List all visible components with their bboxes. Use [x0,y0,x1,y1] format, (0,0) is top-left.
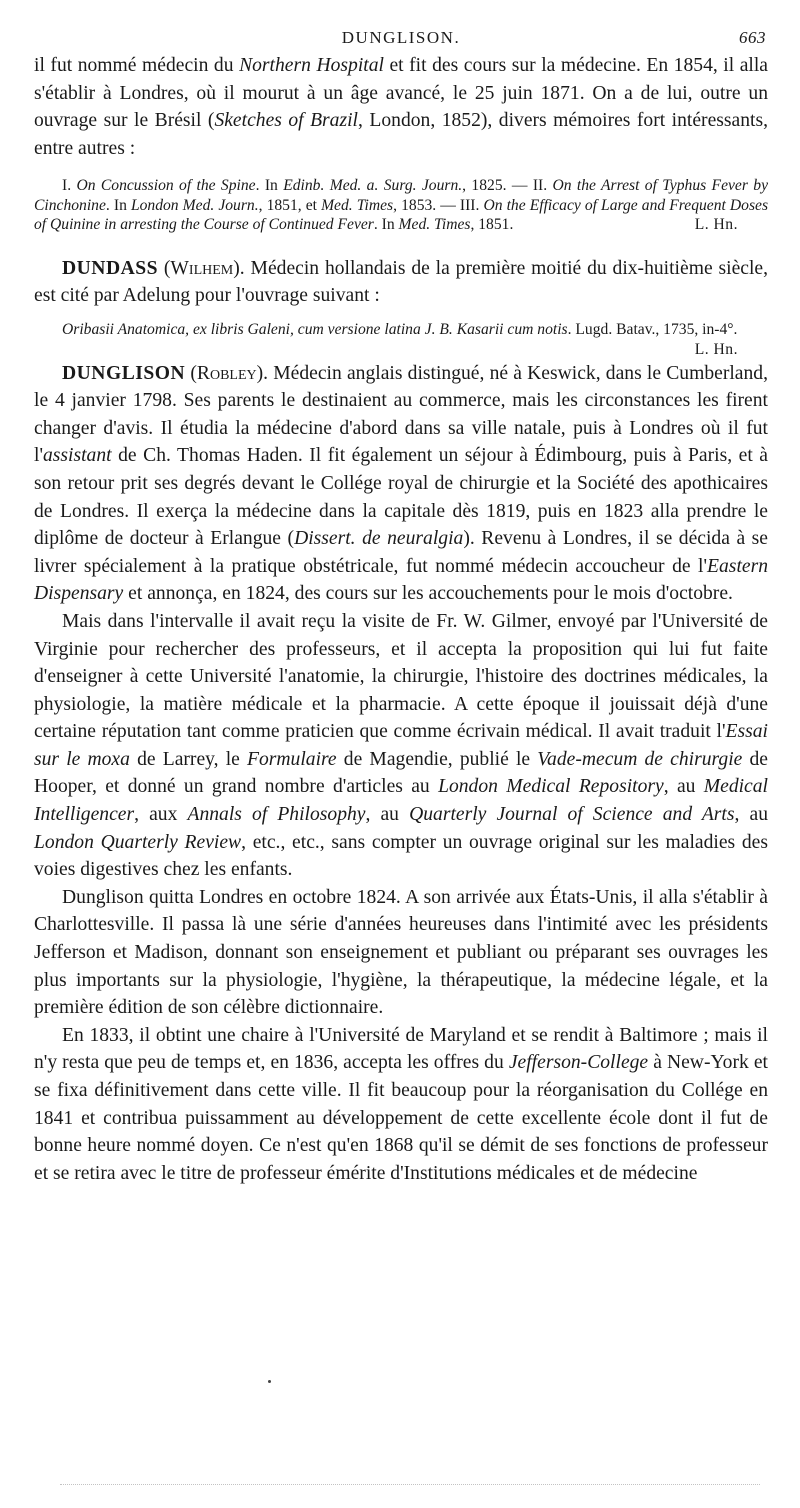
entry-dunglison-p3: Dunglison quitta Londres en octobre 1824. A son arrivée aux États-Unis, il alla s'établir à Charlottesville. Il passa là une série d'années heureuses dans l'intimité avec les présidents Jefferson et Madison, donnant son enseignement et publiant ou préparant ses ouvrages les plus importants sur la physiologie, l'hygiène, la thérapeutique, la médecine légale, et la première édition de son célèbre dictionnaire. [34,886,768,1019]
text-run: à New-York et se fixa définitivement dans cette ville. Il fit beaucoup pour la réorganisation du Collége en 1841 et contribua puissamment au développement de cette excellente école dont il fut de bonne heure nommé doyen. Ce n'est qu'en 1868 qu'il se démit de ses fonctions de professeur et se retira avec le titre de professeur émérite d'Institutions médicales et de médecine [34,1052,768,1184]
entry-dunglison-p2 [34,608,768,884]
running-title: DUNGLISON. [341,28,461,47]
running-header [34,22,768,52]
text-run: . In [105,196,131,214]
author-signature: L. Hn. [694,216,738,234]
text-run: , London, 1852), divers mémoires fort intéressants, entre autres : [34,110,768,159]
italic-run: Oribasii Anatomica, ex libris Galeni, cum versione latina J. B. Kasarii cum notis [62,321,568,339]
bibliography-block [34,320,768,358]
text-run: et annonça, en 1824, des cours sur les accouchements pour le mois d'octobre. [123,583,733,605]
text-run: En 1833, il obtint une chaire à l'Université de Maryland et se rendit à Baltimore ; mais il n'y resta que peu de temps et, en 1836, accepta les offres du [34,1024,768,1074]
italic-run: London Quarterly Review [34,831,242,853]
italic-run: On the Arrest of Typhus Fever by Cinchonine [34,177,768,214]
entry-dunglison-p1 [34,360,768,608]
text-run: de Larrey, le [129,748,248,770]
italic-run: London Medical Repository [438,776,664,798]
italic-run: Vade-mecum de chirurgie [537,748,743,770]
entry-dunglison-p4 [34,1022,768,1188]
text-run: il fut nommé médecin du [34,55,240,76]
author-signature: L. Hn. [694,340,738,358]
page-number: 663 [739,28,766,47]
text-run: , 1825. — II. [462,177,553,195]
entry-headword: DUNDASS [62,257,159,279]
text-run: Mais dans l'intervalle il avait reçu la visite de Fr. W. Gilmer, envoyé par l'Université de Virginie pour rechercher des professeurs, et il accepta la proposition qui lui fut faite d'enseigner à cette Université l'anatomie, la chirurgie, l'histoire des doctrines médicales, la physiologie, la matière médicale et la pharmacie. A cette époque il jouissait déjà d'une certaine réputation tant comme praticien que comme écrivain médical. Il avait traduit l' [34,610,768,743]
text-run: ). Revenu à Londres, il se décida à se livrer spécialement à la pratique obstétricale, fut nommé médecin accoucheur de l' [34,528,768,577]
text-run: , au [663,776,704,798]
entry-dundass [34,255,768,310]
italic-run: Quarterly Journal of Science and Arts [409,804,735,826]
text-run: , aux [134,804,188,826]
italic-run: Essai sur le moxa [34,721,768,770]
italic-run: Jefferson-College [508,1052,649,1074]
italic-run: Dissert. de neuralgia [294,528,464,550]
text-run: de Ch. Thomas Haden. Il fit également un séjour à Édimbourg, puis à Paris, et à son retour prit ses degrés devant le Collége royal de chirurgie et la Société des apothicaires de Londres. Il exerça la médecine dans la capitale dès 1819, puis en 1823 alla prendre le diplôme de docteur à Erlangue ( [34,445,768,550]
text-run: I. [62,177,77,195]
italic-run: Sketches of Brazil [214,110,358,132]
italic-run: London Med. Journ. [130,196,259,214]
document-page [34,22,768,1187]
text-run: , 1851, et [258,196,322,214]
italic-run: Eastern Dispensary [34,555,768,605]
italic-run: On the Efficacy of Large and Frequent Doses of Quinine in arresting the Course of Continued Fever [34,196,769,234]
italic-run: Edinb. Med. a. Surg. Journ. [283,177,463,195]
italic-run: Med. Times [398,216,471,234]
text-run: . In [255,177,284,195]
text-run: . Médecin hollandais de la première moitié du dix-huitième siècle, est cité par Adelung pour l'ouvrage suivant : [34,257,768,307]
entry-forename: (Robley) [190,362,264,384]
entry-headword: DUNGLISON [62,362,186,384]
entry-forename: (Wilhem) [163,257,240,279]
text-run: , etc., etc., sans compter un ouvrage original sur les maladies des voies digestives chez les enfants. [34,831,768,881]
italic-run: Med. Times [321,196,394,214]
italic-run: Medical Intelligencer [34,776,768,826]
italic-run: Formulaire [247,748,337,770]
italic-run: Annals of Philosophy [187,804,366,826]
text-run: de Hooper, et donné un grand nombre d'articles au [34,748,768,798]
text-run: . Lugd. Batav., 1735, in-4°. [567,321,738,339]
italic-run: Northern Hospital [239,55,384,76]
entry-continuation-paragraph [34,52,768,162]
italic-run: On Concussion of the Spine [76,177,256,195]
bottom-bleed-through [60,1484,760,1489]
text-run: , au [365,804,410,826]
text-run: . Médecin anglais distingué, né à Keswick, dans le Cumberland, le 4 janvier 1798. Ses parents le destinaient au commerce, mais les circonstances les firent changer d'avis. Il étudia la médecine d'abord dans sa ville natale, puis à Londres où il fut l' [34,362,768,467]
italic-run: assistant [42,445,112,467]
text-run: , 1853. — III. [393,196,484,214]
text-run: et fit des cours sur la médecine. En 1854, il alla s'établir à Londres, où il mourut à un âge avancé, le 25 juin 1871. On a de lui, outre un ouvrage sur le Brésil ( [34,55,768,132]
text-run: , au [734,804,768,826]
text-run: . In [373,216,399,234]
text-run: , 1851. [470,216,514,234]
text-run: de Magendie, publié le [336,748,538,770]
print-speck [268,1380,271,1383]
bibliography-block [34,176,768,235]
